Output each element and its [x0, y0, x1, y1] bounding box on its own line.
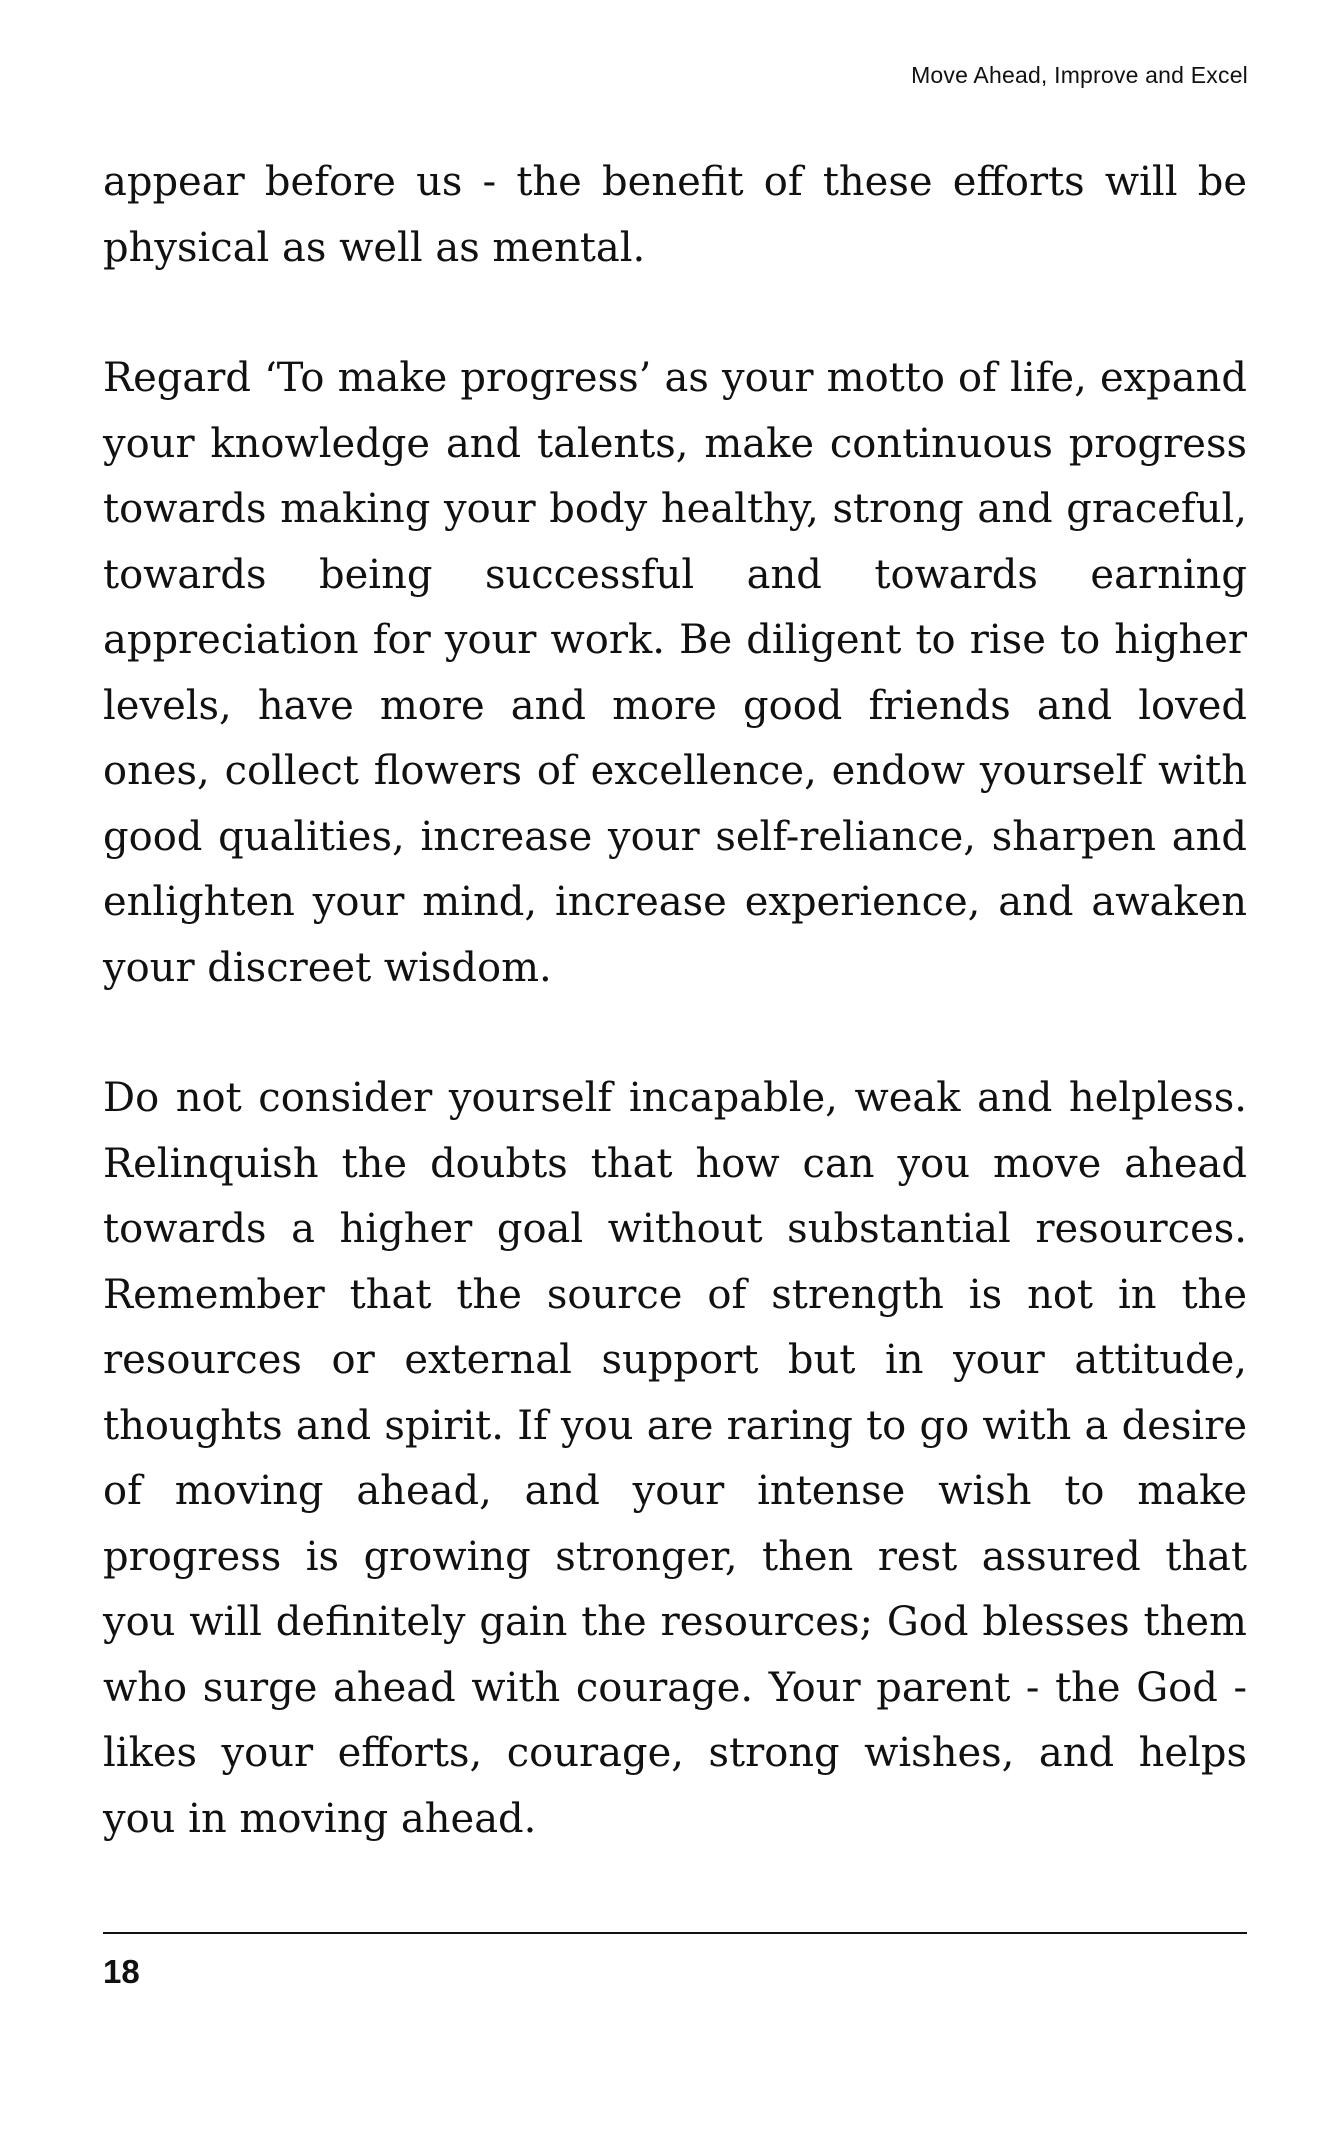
paragraph-3: Do not consider yourself incapable, weak and helpless. Relinquish the doubts that how can you move ahead towards a higher goal without substantial resources. Remember that the source of strength is not in the resources or external support but in your attitude, thoughts and spirit. If you are raring to go with a desire of moving ahead, and your intense wish to make progress is growing stronger, then rest assured that you will definitely gain the resources; God blesses them who surge ahead with courage. Your parent - the God - likes your efforts, courage, strong wishes, and helps you in moving ahead.	[103, 1075, 1247, 1842]
footer-rule	[103, 1932, 1247, 1934]
paragraph-1: appear before us - the benefit of these efforts will be physical as well as mental.	[103, 159, 1247, 271]
body-text	[103, 150, 1247, 1917]
paragraph-2: Regard ‘To make progress’ as your motto of life, expand your knowledge and talents, make continuous progress towards making your body healthy, strong and graceful, towards being successful and towards earning appreciation for your work. Be diligent to rise to higher levels, have more and more good friends and loved ones, collect flowers of excellence, endow yourself with good qualities, increase your self-reliance, sharpen and enlighten your mind, increase experience, and awaken your discreet wisdom.	[103, 355, 1247, 991]
running-header: Move Ahead, Improve and Excel	[911, 62, 1248, 88]
page-number: 18	[103, 1953, 140, 1990]
